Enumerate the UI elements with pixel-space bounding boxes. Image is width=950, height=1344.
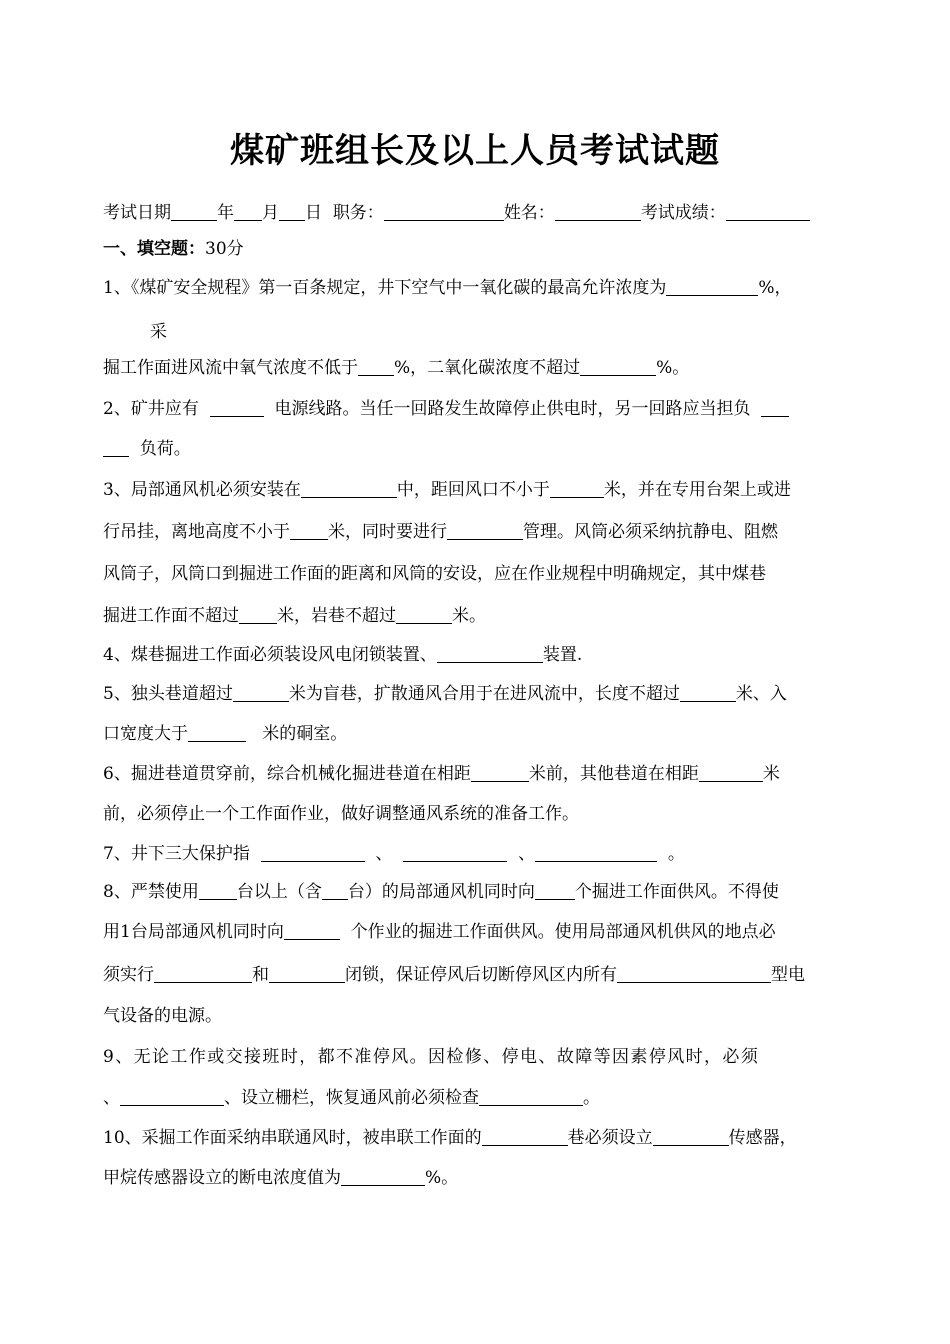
q9-text-a: 9、无论工作或交接班时，都不准停风。因检修、停电、故障等因素停风时，必须 [103, 1047, 760, 1067]
q5-line-2 [103, 722, 347, 746]
q4-line-1 [103, 643, 582, 667]
score-blank[interactable] [726, 202, 810, 221]
q9-blank-1[interactable] [120, 1087, 224, 1106]
q1-blank-co[interactable] [666, 277, 758, 296]
q1-blank-o2[interactable] [358, 357, 394, 376]
q3-blank-5[interactable] [239, 605, 277, 624]
q8-blank-3[interactable] [535, 881, 575, 900]
q8-blank-1[interactable] [199, 881, 237, 900]
q3-blank-2[interactable] [550, 479, 604, 498]
q8-blank-6[interactable] [269, 964, 345, 983]
q4-blank-1[interactable] [437, 644, 543, 663]
q7-end: 。 [667, 844, 685, 864]
q2-text-end: 负荷。 [139, 439, 191, 459]
section-heading [103, 237, 244, 261]
q3-blank-6[interactable] [396, 605, 452, 624]
month-label: 月 [262, 203, 279, 223]
q8-line-4 [103, 1004, 222, 1028]
q8-blank-2[interactable] [322, 881, 348, 900]
q8-text-h: 和 [252, 965, 269, 985]
q5-text-b: 米为盲巷，扩散通风合用于在进风流中，长度不超过 [288, 684, 680, 704]
q8-text-c: 台）的局部通风机同时向 [347, 882, 535, 902]
q7-sep-1: 、 [375, 844, 393, 864]
q3-line-4 [103, 604, 486, 628]
q8-text-f: 个作业的掘进工作面供风。使用局部通风机供风的地点必 [350, 922, 776, 942]
q4-text-a: 4、煤巷掘进工作面必须装设风电闭锁装置、 [103, 645, 437, 665]
q8-line-2 [103, 920, 776, 944]
q3-text-a: 3、局部通风机必须安装在 [103, 480, 301, 500]
q8-blank-7[interactable] [617, 964, 771, 983]
q4-text-b: 装置. [542, 645, 583, 665]
q3-blank-3[interactable] [290, 521, 328, 540]
q3-text-j: 米。 [452, 606, 486, 626]
q5-text-e: 米的硐室。 [262, 724, 348, 744]
q7-sep-2: 、 [518, 844, 536, 864]
q7-text-a: 7、井下三大保护指 [103, 844, 250, 864]
q8-text-e: 用1台局部通风机同时向 [103, 922, 284, 942]
q6-text-b: 米前，其他巷道在相距 [528, 764, 699, 784]
page-title: 煤矿班组长及以上人员考试试题 [230, 131, 720, 171]
q5-text-d: 口宽度大于 [103, 724, 188, 744]
q9-end: 。 [583, 1088, 600, 1108]
q3-text-g: 风筒子，风筒口到掘进工作面的距离和风筒的安设，应在作业规程中明确规定，其中煤巷 [103, 564, 766, 584]
q3-text-d: 行吊挂，离地高度不小于 [103, 522, 290, 542]
q5-blank-2[interactable] [680, 683, 736, 702]
q7-line-1 [103, 842, 685, 866]
q2-blank-2a[interactable] [761, 398, 789, 417]
q6-line-2 [103, 802, 579, 826]
q7-blank-1[interactable] [261, 843, 365, 862]
q6-text-a: 6、掘进巷道贯穿前，综合机械化掘进巷道在相距 [103, 764, 471, 784]
q1-line-3 [103, 356, 689, 380]
q7-blank-3[interactable] [535, 843, 657, 862]
q7-blank-2[interactable] [403, 843, 507, 862]
q6-text-c: 米 [762, 764, 780, 784]
q3-line-1 [103, 478, 791, 502]
q1-unit-co2: %。 [656, 358, 690, 378]
q1-text-co2: %，二氧化碳浓度不超过 [394, 358, 581, 378]
q1-text: 1、《煤矿安全规程》第一百条规定，井下空气中一氧化碳的最高允许浓度为 [103, 278, 667, 298]
q3-text-h: 掘进工作面不超过 [103, 606, 239, 626]
q8-text-b: 台以上（含 [236, 882, 322, 902]
q10-text-d: 甲烷传感器设立的断电浓度值为 [103, 1168, 341, 1188]
q10-text-b: 巷必须设立 [567, 1128, 653, 1148]
q3-line-2 [103, 520, 778, 544]
q3-text-e: 米，同时要进行 [328, 522, 447, 542]
q8-line-3 [103, 963, 805, 987]
day-blank[interactable] [279, 202, 305, 221]
q3-blank-4[interactable] [447, 521, 523, 540]
section-title: 一、填空题： [103, 239, 205, 259]
q2-text: 2、矿井应有 [103, 399, 199, 419]
q6-blank-2[interactable] [699, 763, 763, 782]
score-label: 考试成绩： [640, 203, 726, 223]
name-blank[interactable] [555, 202, 641, 221]
q1-line-1 [103, 276, 791, 300]
q3-text-f: 管理。风筒必须采纳抗静电、阻燃 [523, 522, 778, 542]
q8-text-g: 须实行 [103, 965, 154, 985]
q8-blank-4[interactable] [284, 921, 340, 940]
q2-blank-1[interactable] [210, 398, 264, 417]
q5-text-a: 5、独头巷道超过 [103, 684, 233, 704]
q9-text-c: 、设立栅栏，恢复通风前必须检查 [224, 1088, 479, 1108]
q8-text-d: 个掘进工作面供风。不得使 [574, 882, 779, 902]
q8-blank-5[interactable] [154, 964, 252, 983]
q10-blank-2[interactable] [653, 1127, 729, 1146]
day-label: 日 [305, 203, 322, 223]
q1-unit: %， [758, 278, 792, 298]
section-points: 30分 [205, 239, 244, 259]
q8-text-a: 8、严禁使用 [103, 882, 199, 902]
q8-line-1 [103, 880, 779, 904]
q2-blank-2b[interactable] [103, 438, 129, 457]
q6-line-1 [103, 762, 780, 786]
q8-text-k: 气设备的电源。 [103, 1006, 222, 1026]
q2-line-2 [103, 437, 191, 461]
q3-blank-1[interactable] [301, 479, 397, 498]
name-label: 姓名： [503, 203, 555, 223]
q5-blank-3[interactable] [188, 723, 246, 742]
year-label: 年 [217, 203, 234, 223]
q10-line-2 [103, 1166, 458, 1190]
position-blank[interactable] [384, 202, 504, 221]
q5-line-1 [103, 682, 787, 706]
q3-text-b: 中，距回风口不小于 [396, 480, 550, 500]
q10-unit: %。 [425, 1168, 459, 1188]
q9-sep: 、 [103, 1088, 120, 1108]
q9-line-2 [103, 1086, 600, 1110]
q10-text-a: 10、采掘工作面采纳串联通风时，被串联工作面的 [103, 1128, 482, 1148]
q9-blank-2[interactable] [479, 1087, 583, 1106]
q10-line-1 [103, 1126, 797, 1150]
q3-text-c: 米，并在专用台架上或进 [603, 480, 791, 500]
q6-text-d: 前，必须停止一个工作面作业，做好调整通风系统的准备工作。 [103, 804, 579, 824]
q8-text-i: 闭锁，保证停风后切断停风区内所有 [345, 965, 617, 985]
exam-header-line [103, 201, 810, 225]
month-blank[interactable] [234, 202, 262, 221]
year-blank[interactable] [171, 202, 217, 221]
q10-blank-1[interactable] [482, 1127, 568, 1146]
position-label: 职务： [332, 203, 384, 223]
q10-blank-3[interactable] [341, 1167, 425, 1186]
q2-line-1 [103, 397, 789, 421]
q6-blank-1[interactable] [471, 763, 529, 782]
q1-line-2 [150, 320, 167, 344]
q1-text-o2: 掘工作面进风流中氧气浓度不低于 [103, 358, 358, 378]
q3-text-i: 米，岩巷不超过 [277, 606, 396, 626]
q10-text-c: 传感器， [728, 1128, 797, 1148]
q5-text-c: 米、入 [735, 684, 787, 704]
q2-text-mid: 电源线路。当任一回路发生故障停止供电时，另一回路应当担负 [274, 399, 751, 419]
q1-text-cont: 采 [150, 322, 167, 342]
q8-text-j: 型电 [771, 965, 805, 985]
q3-line-3 [103, 562, 766, 586]
q9-line-1 [103, 1045, 759, 1069]
date-label: 考试日期 [103, 203, 171, 223]
q1-blank-co2[interactable] [580, 357, 656, 376]
q5-blank-1[interactable] [233, 683, 289, 702]
